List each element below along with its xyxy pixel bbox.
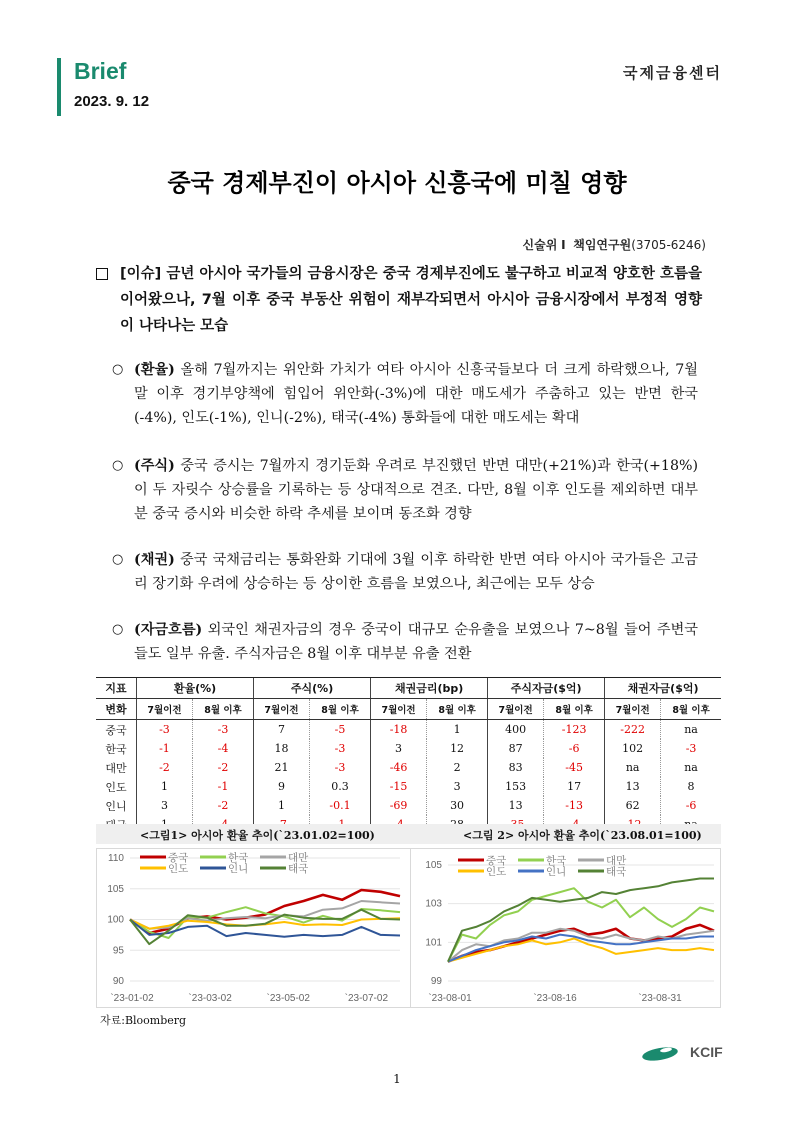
- table-row-label: 중국: [105, 723, 127, 737]
- author-line: [523, 236, 706, 253]
- table-cell: -2: [192, 796, 253, 815]
- author-name: 신술위: [522, 238, 558, 252]
- legend-label: 인도: [486, 866, 507, 878]
- table-cell: -3: [192, 720, 253, 740]
- table-subheader: 7월이전: [371, 699, 427, 720]
- table-cell: -6: [544, 739, 605, 758]
- table-cell: na: [605, 758, 661, 777]
- table-corner-top: 지표: [96, 678, 137, 699]
- circle-bullet-icon: ○: [112, 362, 124, 377]
- y-tick-label: 90: [112, 976, 124, 987]
- circle-bullet-icon: ○: [112, 458, 124, 473]
- table-cell: 0.3: [309, 777, 370, 796]
- table-cell: 3: [137, 796, 193, 815]
- table-cell: -69: [371, 796, 427, 815]
- table-row-label: 인도: [105, 780, 127, 794]
- table-cell: na: [661, 758, 721, 777]
- bullet-stocks: [112, 454, 698, 526]
- table-cell: -1: [192, 777, 253, 796]
- table-subheader: 8월 이후: [427, 699, 488, 720]
- bullet-tag: (환율): [134, 362, 175, 378]
- table-cell: 8: [661, 777, 721, 796]
- circle-bullet-icon: ○: [112, 622, 124, 637]
- table-subheader: 8월 이후: [544, 699, 605, 720]
- legend-label: 태국: [606, 866, 627, 878]
- legend-label: 태국: [288, 863, 309, 875]
- x-tick-label: `23-08-31: [638, 993, 682, 1004]
- table-cell: 17: [544, 777, 605, 796]
- bullet-text: 중국 증시는 7월까지 경기둔화 우려로 부진했던 반면 대만(+21%)과 한국(+18%)이 두 자릿수 상승률을 기록하는 등 상대적으로 견조. 다만, 8월 이후 인도를 제외하면 대부분 중국 증시와 비슷한 하락 추세를 보이며 동조화 경향: [134, 458, 698, 522]
- y-tick-label: 101: [425, 937, 442, 949]
- y-tick-label: 99: [430, 976, 442, 987]
- source-note: 자료:Bloomberg: [100, 1014, 187, 1027]
- table-cell: -222: [605, 720, 661, 740]
- table-group-header: 채권금리(bp): [371, 678, 488, 699]
- square-bullet-icon: [96, 268, 108, 280]
- table-cell: 13: [605, 777, 661, 796]
- bullet-fx: [112, 358, 698, 430]
- table-cell: 83: [488, 758, 544, 777]
- table-cell: -3: [309, 758, 370, 777]
- bullet-text: 올해 7월까지는 위안화 가치가 여타 아시아 신흥국들보다 더 크게 하락했으나, 7월말 이후 경기부양책에 힘입어 위안화(-3%)에 대한 매도세가 주춤하고 있는 반면 한국(-4%), 인도(-1%), 인니(-2%), 태국(-4%) 통화들에 대한 매도세는 확대: [134, 362, 698, 426]
- table-cell: -6: [661, 796, 721, 815]
- table-cell: -3: [309, 739, 370, 758]
- table-header-row: [96, 678, 721, 699]
- bullet-tag: (주식): [134, 458, 175, 474]
- x-tick-label: `23-07-02: [344, 993, 389, 1004]
- table-cell: na: [661, 720, 721, 740]
- figure2-caption: <그림 2> 아시아 환율 추이(`23.08.01=100): [463, 829, 702, 842]
- table-cell: 62: [605, 796, 661, 815]
- author-role: 책임연구원: [573, 238, 632, 252]
- table-cell: 400: [488, 720, 544, 740]
- table-cell: 30: [427, 796, 488, 815]
- table-cell: -2: [137, 758, 193, 777]
- table-cell: -0.1: [309, 796, 370, 815]
- table-cell: -45: [544, 758, 605, 777]
- bullet-tag: (채권): [134, 552, 175, 568]
- table-row: [96, 720, 721, 740]
- legend-label: 한국: [228, 852, 249, 864]
- table-corner-bottom: 변화: [96, 699, 137, 720]
- legend-label: 인니: [228, 863, 249, 875]
- table-cell: -15: [371, 777, 427, 796]
- table-subheader-row: [96, 699, 721, 720]
- table-group-header: 채권자금($억): [605, 678, 721, 699]
- table-group-header: 주식자금($억): [488, 678, 605, 699]
- legend-label: 대만: [606, 855, 627, 867]
- legend-label: 인도: [168, 863, 189, 875]
- bullet-text: 중국 국채금리는 통화완화 기대에 3월 이후 하락한 반면 여타 아시아 국가들은 고금리 장기화 우려에 상승하는 등 상이한 흐름을 보였으나, 최근에는 모두 상승: [134, 552, 698, 592]
- author-separator: I: [561, 238, 566, 252]
- legend-label: 중국: [168, 852, 189, 864]
- legend-label: 대만: [288, 852, 309, 864]
- table-cell: -123: [544, 720, 605, 740]
- table-cell: 1: [254, 796, 310, 815]
- table-cell: 13: [488, 796, 544, 815]
- table-subheader: 8월 이후: [192, 699, 253, 720]
- header-accent-bar: [57, 58, 61, 116]
- table-row: [96, 796, 721, 815]
- table-body: [96, 720, 721, 835]
- legend-label: 한국: [546, 855, 567, 867]
- y-tick-label: 103: [425, 898, 442, 910]
- bullet-flows: [112, 618, 698, 666]
- table-group-header: 주식(%): [254, 678, 371, 699]
- circle-bullet-icon: ○: [112, 552, 124, 567]
- table-subheader: 7월이전: [137, 699, 193, 720]
- x-tick-label: `23-08-01: [428, 993, 472, 1004]
- table-cell: 3: [371, 739, 427, 758]
- brief-label: Brief: [74, 58, 127, 84]
- lead-summary: [96, 261, 702, 339]
- table-subheader: 8월 이후: [661, 699, 721, 720]
- x-tick-label: `23-01-02: [110, 993, 154, 1004]
- table-row-label: 한국: [105, 742, 127, 756]
- y-tick-label: 110: [108, 853, 124, 864]
- y-tick-label: 105: [425, 860, 442, 871]
- table-cell: 153: [488, 777, 544, 796]
- bullet-tag: (자금흐름): [134, 622, 203, 638]
- table-subheader: 7월이전: [605, 699, 661, 720]
- table-cell: 9: [254, 777, 310, 796]
- table-row: [96, 758, 721, 777]
- table-cell: -3: [661, 739, 721, 758]
- kcif-logo-icon: [640, 1044, 682, 1062]
- x-tick-label: `23-08-16: [533, 993, 577, 1004]
- lead-text: [이슈] 금년 아시아 국가들의 금융시장은 중국 경제부진에도 불구하고 비교적 양호한 흐름을 이어왔으나, 7월 이후 중국 부동산 위험이 재부각되면서 아시아 금융시장에서 부정적 영향이 나타나는 모습: [120, 266, 702, 334]
- y-tick-label: 100: [107, 914, 124, 926]
- kcif-logo-text: KCIF: [690, 1044, 723, 1060]
- table-subheader: 7월이전: [254, 699, 310, 720]
- bullet-text: 외국인 채권자금의 경우 중국이 대규모 순유출을 보였으나 7~8월 들어 주변국들도 일부 유출. 주식자금은 8월 이후 대부분 유출 전환: [134, 622, 698, 662]
- table-cell: -2: [192, 758, 253, 777]
- table-row-label: 대만: [105, 761, 127, 775]
- table-cell: -13: [544, 796, 605, 815]
- table-row: [96, 739, 721, 758]
- x-tick-label: `23-05-02: [266, 993, 310, 1004]
- table-cell: 18: [254, 739, 310, 758]
- y-tick-label: 95: [112, 945, 124, 957]
- table-subheader: 7월이전: [488, 699, 544, 720]
- legend-label: 중국: [486, 855, 507, 867]
- table-cell: 1: [137, 777, 193, 796]
- table-cell: 7: [254, 720, 310, 740]
- table-row-label: 인니: [105, 799, 127, 813]
- table-cell: -5: [309, 720, 370, 740]
- page-number: 1: [393, 1072, 401, 1086]
- table-cell: -3: [137, 720, 193, 740]
- indicator-table: [96, 677, 721, 835]
- table-subheader: 8월 이후: [309, 699, 370, 720]
- table-cell: 1: [427, 720, 488, 740]
- table-cell: 21: [254, 758, 310, 777]
- legend-label: 인니: [546, 866, 567, 878]
- table-row: [96, 777, 721, 796]
- table-cell: 3: [427, 777, 488, 796]
- table-group-header: 환율(%): [137, 678, 254, 699]
- table-cell: -46: [371, 758, 427, 777]
- organization-name: 국제금융센터: [623, 64, 722, 82]
- table-cell: -18: [371, 720, 427, 740]
- table-cell: 87: [488, 739, 544, 758]
- y-tick-label: 105: [107, 883, 124, 895]
- page-title: 중국 경제부진이 아시아 신흥국에 미칠 영향: [167, 169, 627, 197]
- table-cell: -4: [192, 739, 253, 758]
- publish-date: 2023. 9. 12: [74, 93, 150, 110]
- table-cell: 2: [427, 758, 488, 777]
- table-cell: -1: [137, 739, 193, 758]
- bullet-bonds: [112, 548, 698, 596]
- figure1-caption: <그림1> 아시아 환율 추이(`23.01.02=100): [140, 829, 375, 842]
- table-cell: 12: [427, 739, 488, 758]
- author-phone: (3705-6246): [631, 238, 706, 252]
- fx-chart-ytd: [96, 848, 412, 1008]
- table-cell: 102: [605, 739, 661, 758]
- fx-chart-since-aug: [410, 848, 721, 1008]
- x-tick-label: `23-03-02: [188, 993, 232, 1004]
